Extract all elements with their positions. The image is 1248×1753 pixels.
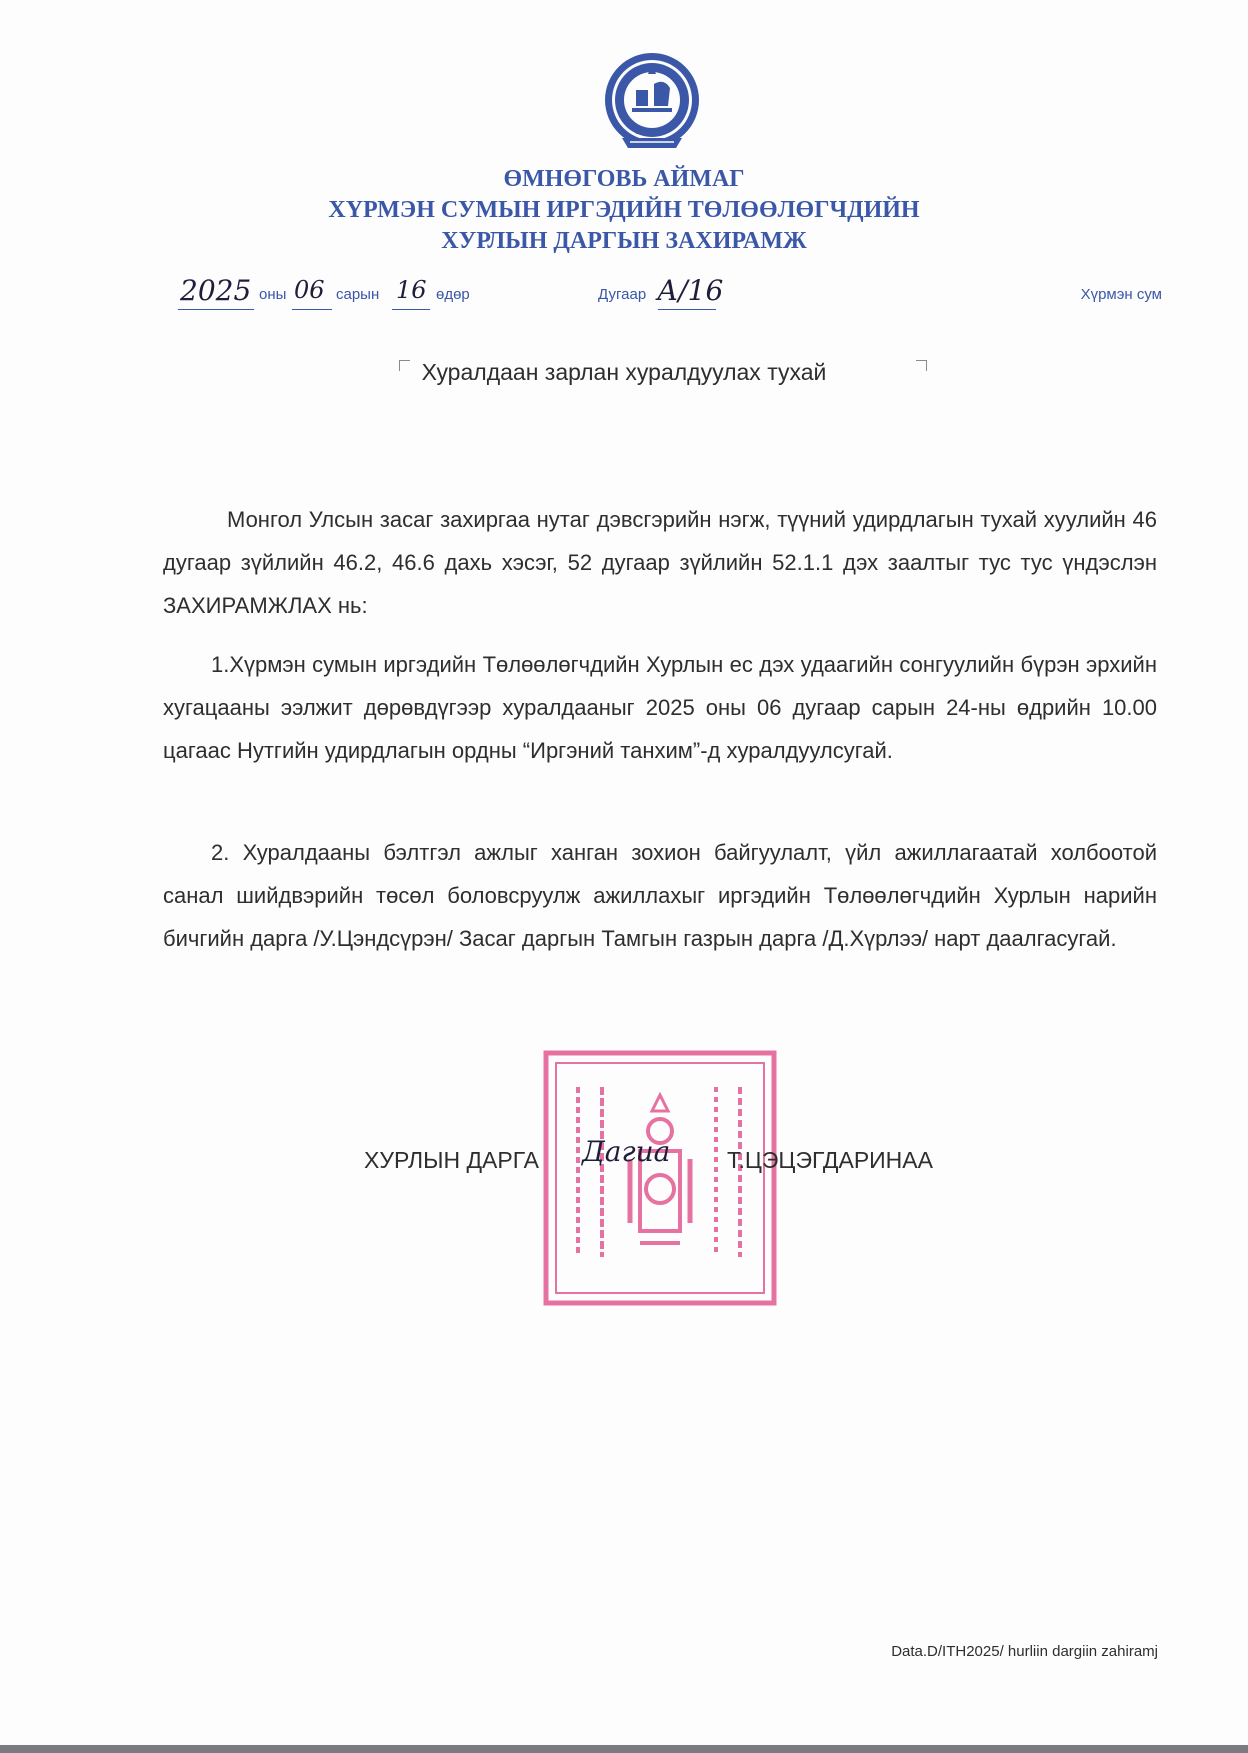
- handwritten-month: 06: [294, 276, 325, 304]
- month-suffix: сарын: [336, 286, 380, 303]
- signature-title: ХУРЛЫН ДАРГА: [364, 1147, 539, 1173]
- handwritten-signature: Дагиа: [582, 1135, 671, 1168]
- footer-file-reference: Data.D/ITH2025/ hurliin dargiin zahiramj: [891, 1643, 1158, 1660]
- body-intro-text: Монгол Улсын засаг захиргаа нутаг дэвсгэрийн нэгж, түүний удирдлагын тухай хуулийн 46 дугаар зүйлийн 46.2, 46.6 дахь хэсэг, 52 дугаар зүйлийн 52.1.1 дэх заалтыг тус тус үндэслэн ЗАХИРАМЖЛАХ нь:: [163, 507, 1157, 618]
- body-item-2-text: 2. Хуралдааны бэлтгэл ажлыг ханган зохион байгуулалт, үйл ажиллагаатай холбоотой санал шийдвэрийн төсөл боловсруулж ажиллахыг иргэдийн Төлөөлөгчдийн Хурлын нарийн бичгийн дарга /У.Цэндсүрэн/ Засаг даргын Тамгын газрын дарга /Д.Хүрлээ/ нарт даалгасугай.: [163, 840, 1157, 951]
- day-suffix: өдөр: [436, 286, 470, 303]
- subject-title: Хуралдаан зарлан хуралдуулах тухай: [421, 359, 827, 385]
- handwritten-year: 2025: [180, 274, 252, 307]
- day-underline: [392, 309, 430, 310]
- year-underline: [178, 309, 254, 310]
- header-aimag: ӨМНӨГОВЬ АЙМАГ: [503, 166, 745, 192]
- body-item-1-text: 1.Хүрмэн сумын иргэдийн Төлөөлөгчдийн Хурлын ес дэх удаагийн сонгуулийн бүрэн эрхийн хугацааны ээлжит дөрөвдүгээр хуралдааныг 2025 оны 06 дугаар сарын 24-ны өдрийн 10.00 цагаас Нутгийн удирдлагын ордны “Иргэний танхим”-д хуралдуулсугай.: [163, 652, 1157, 763]
- handwritten-day: 16: [396, 276, 427, 304]
- number-underline: [658, 309, 716, 310]
- body-item-2: [163, 831, 1157, 960]
- state-emblem-icon: [602, 50, 702, 160]
- header-doc-type: ХУРЛЫН ДАРГЫН ЗАХИРАМЖ: [441, 228, 807, 254]
- place-name: Хүрмэн сум: [1080, 286, 1162, 303]
- month-underline: [292, 309, 332, 310]
- official-seal: [536, 1047, 784, 1309]
- number-label: Дугаар: [598, 286, 647, 303]
- header-council: ХҮРМЭН СУМЫН ИРГЭДИЙН ТӨЛӨӨЛӨГЧДИЙН: [328, 197, 920, 223]
- signatory-name: Т.ЦЭЦЭГДАРИНАА: [727, 1147, 933, 1173]
- handwritten-number: А/16: [657, 274, 724, 307]
- year-suffix: оны: [259, 286, 287, 303]
- scan-bottom-edge: [0, 1745, 1248, 1753]
- body-item-1: [163, 643, 1157, 772]
- body-intro: [163, 498, 1157, 627]
